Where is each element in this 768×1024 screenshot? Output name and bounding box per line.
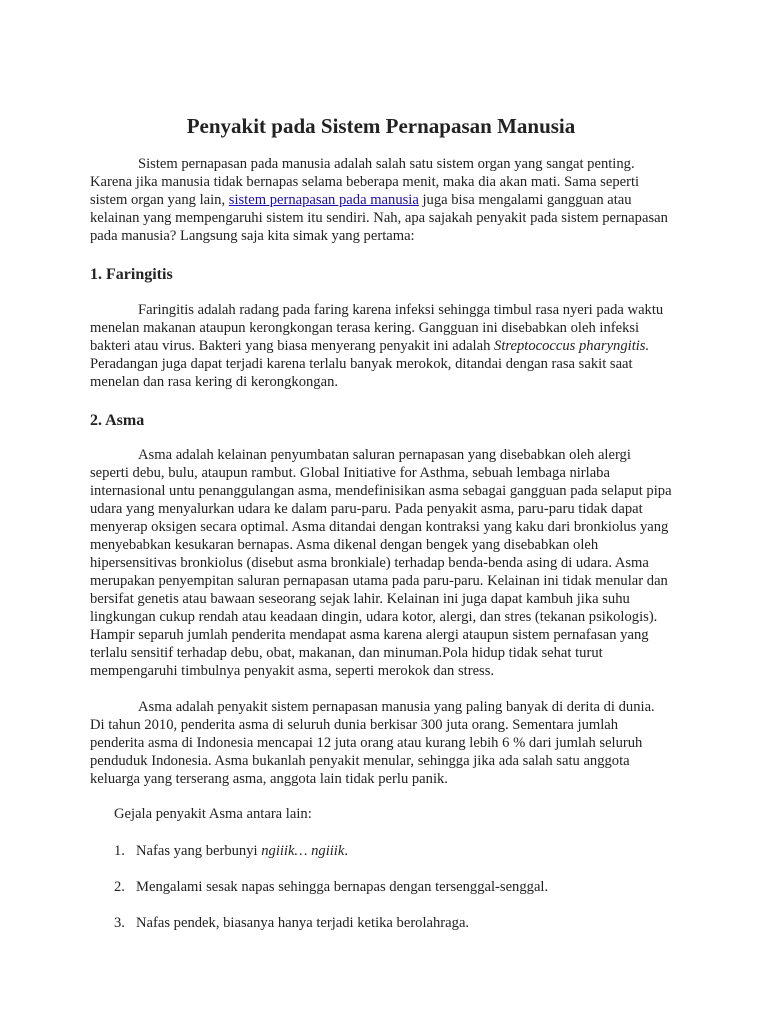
list-item-text: Nafas yang berbunyi [136,843,262,859]
asma-text-2: Asma adalah penyakit sistem pernapasan manusia yang paling banyak di derita di dunia. Di tahun 2010, penderita asma di seluruh dunia berkisar 300 juta orang. Sementara jumlah penderita asma di Indonesia mencapai 12 juta orang atau kurang lebih 6 % dari jumlah seluruh penduduk Indonesia. Asma bukanlah penyakit menular, sehingga jika ada salah satu anggota keluarga yang terserang asma, anggota lain tidak perlu panik. [90,699,655,787]
faringitis-bacteria-name: Streptococcus pharyngitis. [494,338,650,354]
intro-text-before-link: Sistem pernapasan pada manusia adalah salah satu sistem organ yang sangat penting. Karena jika manusia tidak bernapas selama beberapa menit, maka dia akan mati. Sama seperti sistem organ yang lain, [90,156,640,208]
asma-paragraph-2 [90,698,672,788]
list-item-text: Mengalami sesak napas sehingga bernapas dengan tersenggal-senggal. [136,879,549,895]
list-number: 1. [114,843,125,859]
section-heading-faringitis: 1. Faringitis [90,266,173,283]
gejala-intro: Gejala penyakit Asma antara lain: [114,806,312,822]
faringitis-paragraph [90,301,672,391]
intro-text-after-link: juga bisa mengalami gangguan atau kelainan yang mempengaruhi sistem itu sendiri. Nah, apa sajakah penyakit pada sistem pernapasan pada manusia? Langsung saja kita simak yang pertama: [90,192,668,244]
faringitis-text: Faringitis adalah radang pada faring karena infeksi sehingga timbul rasa nyeri pada waktu menelan makanan ataupun kerongkongan terasa kering. Gangguan ini disebabkan oleh infeksi bakteri atau virus. Bakteri yang biasa menyerang penyakit ini adalah [90,302,664,354]
list-item [114,914,469,932]
intro-link[interactable]: sistem pernapasan pada manusia [228,192,419,208]
list-item-text: Nafas pendek, biasanya hanya terjadi ketika berolahraga. [136,915,470,931]
faringitis-text-after: Peradangan juga dapat terjadi karena terlalu banyak merokok, ditandai dengan rasa sakit saat menelan dan rasa kering di kerongkongan. [90,356,633,390]
list-item [114,842,348,860]
list-number: 3. [114,915,125,931]
section-heading-asma: 2. Asma [90,412,145,429]
asma-text-1: Asma adalah kelainan penyumbatan saluran pernapasan yang disebabkan oleh alergi seperti debu, bulu, ataupun rambut. Global Initiative for Asthma, sebuah lembaga nirlaba internasional untu penanggulangan asma, mendefinisikan asma sebagai gangguan pada selaput pipa udara yang menyalurkan udara ke dalam paru-paru. Pada penyakit asma, paru-paru tidak dapat menyerap oksigen secara optimal. Asma ditandai dengan kontraksi yang kaku dari bronkiolus yang menyebabkan kesukaran bernapas. Asma dikenal dengan bengek yang disebabkan oleh hipersensitivas bronkiolus (disebut asma bronkiale) terhadap benda-benda asing di udara. Asma merupakan penyempitan saluran pernapasan utama pada paru-paru. Kelainan ini tidak menular dan bersifat genetis atau bawaan seseorang sejak lahir. Kelainan ini juga dapat kambuh jika suhu lingkungan cukup rendah atau keadaan dingin, udara kotor, alergi, dan stres (tekanan psikologis). Hampir separuh jumlah penderita mendapat asma karena alergi ataupun sistem pernafasan yang terlalu sensitif terhadap debu, obat, makanan, dan minuman.Pola hidup tidak sehat turut mempengaruhi timbulnya penyakit asma, seperti merokok dan stress. [90,447,672,679]
list-item-italic: ngiiik… ngiiik [261,843,345,859]
page-title: Penyakit pada Sistem Pernapasan Manusia [186,114,576,138]
list-item-after: . [344,843,348,859]
list-number: 2. [114,879,125,895]
intro-paragraph [90,155,672,245]
asma-paragraph-1 [90,446,672,680]
list-item [114,878,548,896]
